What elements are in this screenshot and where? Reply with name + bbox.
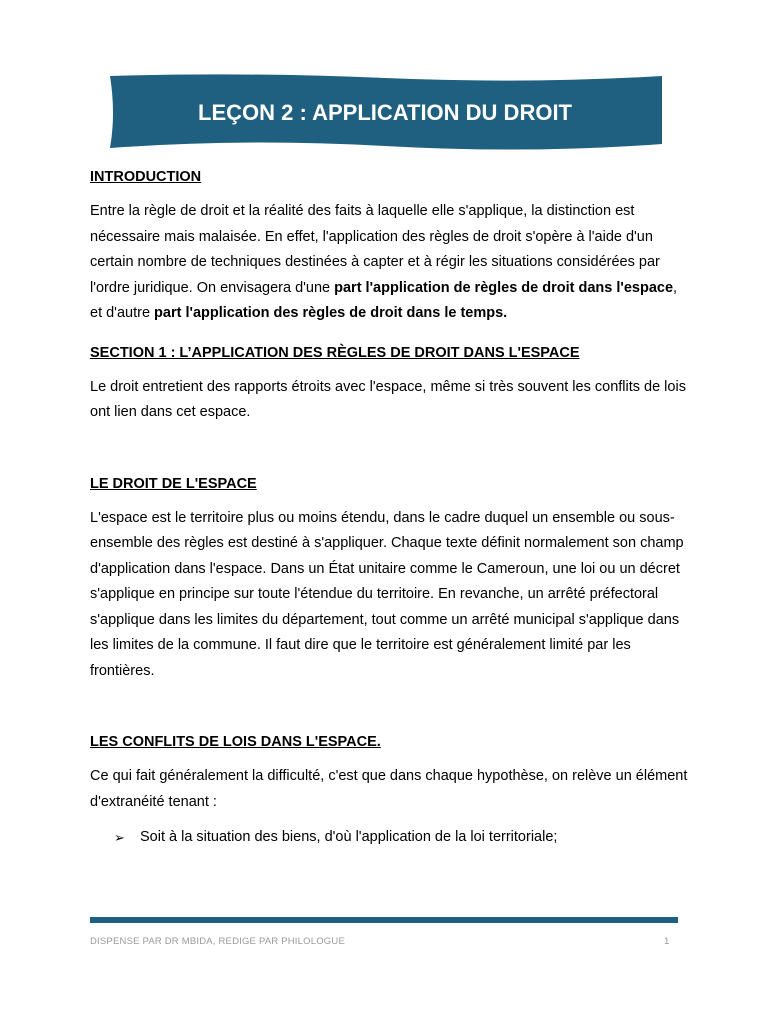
droit-espace-heading: LE DROIT DE L'ESPACE — [90, 475, 257, 492]
list-item-text: Soit à la situation des biens, d'où l'application de la loi territoriale; — [140, 829, 558, 845]
conflits-heading: LES CONFLITS DE LOIS DANS L'ESPACE. — [90, 734, 381, 750]
list-item — [90, 825, 690, 851]
intro-text-2: , et d'autre — [90, 279, 678, 321]
footer-credit: DISPENSE PAR DR MBIDA, REDIGE PAR PHILOLOGUE — [90, 936, 345, 947]
lesson-title: LEÇON 2 : APPLICATION DU DROIT — [198, 100, 572, 125]
intro-bold-1: part l'application de règles de droit dans l'espace — [334, 279, 674, 296]
conflits-paragraph: Ce qui fait généralement la difficulté, c'est que dans chaque hypothèse, on relève un élément d'extranéité tenant : — [90, 768, 688, 810]
page-number: 1 — [664, 936, 670, 947]
section-1-paragraph: Le droit entretient des rapports étroits avec l'espace, même si très souvent les conflits de lois ont lien dans cet espace. — [90, 378, 686, 420]
introduction-paragraph — [90, 199, 690, 327]
intro-bold-2: part l'application des règles de droit dans le temps. — [154, 305, 508, 321]
droit-espace-paragraph: L'espace est le territoire plus ou moins étendu, dans le cadre duquel un ensemble ou sous-ensemble des règles est destiné à s'appliquer. Chaque texte définit normalement son champ d'application dans l'espace. Dans un État unitaire comme le Cameroun, une loi ou un décret s'applique en principe sur toute l'étendue du territoire. En revanche, un arrêté préfectoral s'applique dans les limites du département, tout comme un arrêté municipal s'applique dans les limites de la commune. Il faut dire que le territoire est généralement limité par les frontières. — [90, 509, 684, 679]
document-body — [90, 165, 690, 851]
section-1-label: SECTION 1 — [90, 344, 167, 361]
section-1-heading — [90, 341, 690, 365]
footer-rule — [90, 917, 678, 923]
arrowhead-bullet-icon: ➢ — [114, 830, 125, 845]
intro-text-1: Entre la règle de droit et la réalité des faits à laquelle elle s'applique, la distinction est nécessaire mais malaisée. En effet, l'application des règles de droit s'opère à l'aide d'un certain nombre de techniques destinées à capter et à régir les situations considérées par l'ordre juridique. On envisagera d'une — [90, 203, 660, 296]
introduction-heading: INTRODUCTION — [90, 169, 202, 185]
section-1-title: : L’APPLICATION DES RÈGLES DE DROIT DANS L'ESPACE — [166, 344, 580, 361]
title-banner — [106, 74, 664, 160]
